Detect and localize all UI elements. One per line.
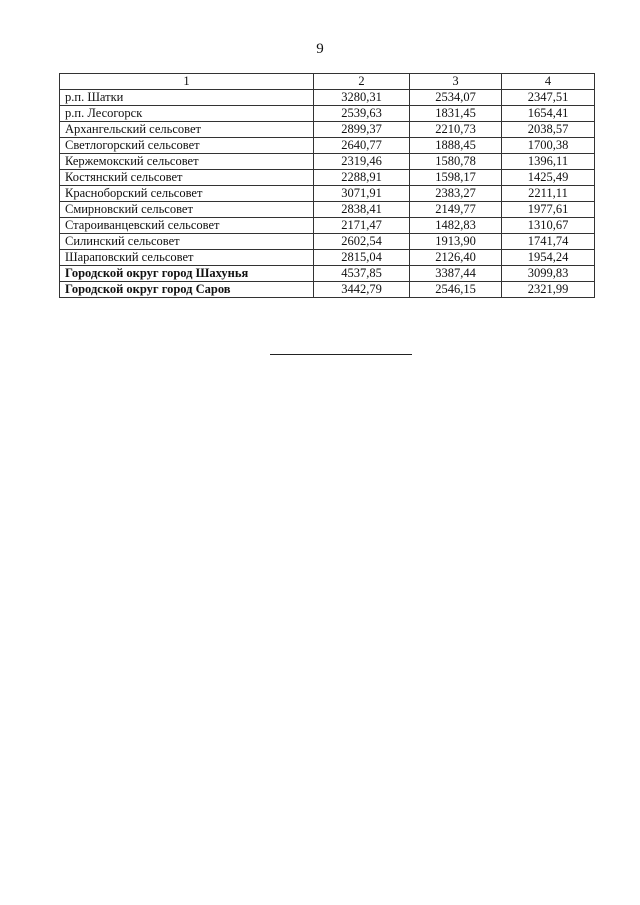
table-row — [60, 266, 595, 282]
value-cell-col4: 1396,11 — [502, 154, 595, 170]
row-name-cell: р.п. Шатки — [60, 90, 314, 106]
table-row — [60, 282, 595, 298]
value-cell-col4: 2347,51 — [502, 90, 595, 106]
value-cell-col4: 1310,67 — [502, 218, 595, 234]
value-cell-col2: 2602,54 — [314, 234, 410, 250]
row-name-cell: Красноборский сельсовет — [60, 186, 314, 202]
value-cell-col2: 4537,85 — [314, 266, 410, 282]
value-cell-col2: 2899,37 — [314, 122, 410, 138]
table-row — [60, 106, 595, 122]
value-cell-col2: 2539,63 — [314, 106, 410, 122]
value-cell-col2: 2171,47 — [314, 218, 410, 234]
value-cell-col3: 2149,77 — [410, 202, 502, 218]
value-cell-col3: 3387,44 — [410, 266, 502, 282]
row-name-cell: Староиванцевский сельсовет — [60, 218, 314, 234]
value-cell-col3: 1831,45 — [410, 106, 502, 122]
value-cell-col4: 1654,41 — [502, 106, 595, 122]
value-cell-col3: 2534,07 — [410, 90, 502, 106]
value-cell-col4: 1741,74 — [502, 234, 595, 250]
value-cell-col2: 2288,91 — [314, 170, 410, 186]
table-row — [60, 186, 595, 202]
value-cell-col4: 2211,11 — [502, 186, 595, 202]
row-name-cell: Костянский сельсовет — [60, 170, 314, 186]
value-cell-col3: 2126,40 — [410, 250, 502, 266]
value-cell-col2: 3071,91 — [314, 186, 410, 202]
row-name-cell: Городской округ город Шахунья — [60, 266, 314, 282]
column-header-3: 3 — [410, 74, 502, 90]
row-name-cell: Шараповский сельсовет — [60, 250, 314, 266]
value-cell-col3: 1580,78 — [410, 154, 502, 170]
value-cell-col4: 2321,99 — [502, 282, 595, 298]
value-cell-col4: 1700,38 — [502, 138, 595, 154]
value-cell-col4: 1977,61 — [502, 202, 595, 218]
value-cell-col2: 3442,79 — [314, 282, 410, 298]
row-name-cell: Городской округ город Саров — [60, 282, 314, 298]
value-cell-col4: 1954,24 — [502, 250, 595, 266]
row-name-cell: Светлогорский сельсовет — [60, 138, 314, 154]
row-name-cell: Архангельский сельсовет — [60, 122, 314, 138]
divider-line — [270, 354, 412, 355]
value-cell-col3: 1913,90 — [410, 234, 502, 250]
table-row — [60, 250, 595, 266]
value-cell-col3: 1598,17 — [410, 170, 502, 186]
value-cell-col3: 1888,45 — [410, 138, 502, 154]
table-row — [60, 218, 595, 234]
value-cell-col4: 3099,83 — [502, 266, 595, 282]
table-row — [60, 138, 595, 154]
row-name-cell: Силинский сельсовет — [60, 234, 314, 250]
table-header-row — [60, 74, 595, 90]
row-name-cell: Смирновский сельсовет — [60, 202, 314, 218]
column-header-2: 2 — [314, 74, 410, 90]
value-cell-col4: 1425,49 — [502, 170, 595, 186]
value-cell-col3: 2210,73 — [410, 122, 502, 138]
value-cell-col3: 2383,27 — [410, 186, 502, 202]
column-header-4: 4 — [502, 74, 595, 90]
page-number: 9 — [316, 41, 324, 57]
row-name-cell: р.п. Лесогорск — [60, 106, 314, 122]
table-row — [60, 90, 595, 106]
value-cell-col3: 1482,83 — [410, 218, 502, 234]
data-table — [59, 73, 595, 298]
value-cell-col2: 3280,31 — [314, 90, 410, 106]
value-cell-col2: 2640,77 — [314, 138, 410, 154]
table-row — [60, 234, 595, 250]
value-cell-col4: 2038,57 — [502, 122, 595, 138]
value-cell-col2: 2815,04 — [314, 250, 410, 266]
value-cell-col2: 2838,41 — [314, 202, 410, 218]
value-cell-col3: 2546,15 — [410, 282, 502, 298]
table-row — [60, 170, 595, 186]
table-row — [60, 122, 595, 138]
table-row — [60, 154, 595, 170]
row-name-cell: Кержемокский сельсовет — [60, 154, 314, 170]
value-cell-col2: 2319,46 — [314, 154, 410, 170]
column-header-1: 1 — [60, 74, 314, 90]
table-row — [60, 202, 595, 218]
